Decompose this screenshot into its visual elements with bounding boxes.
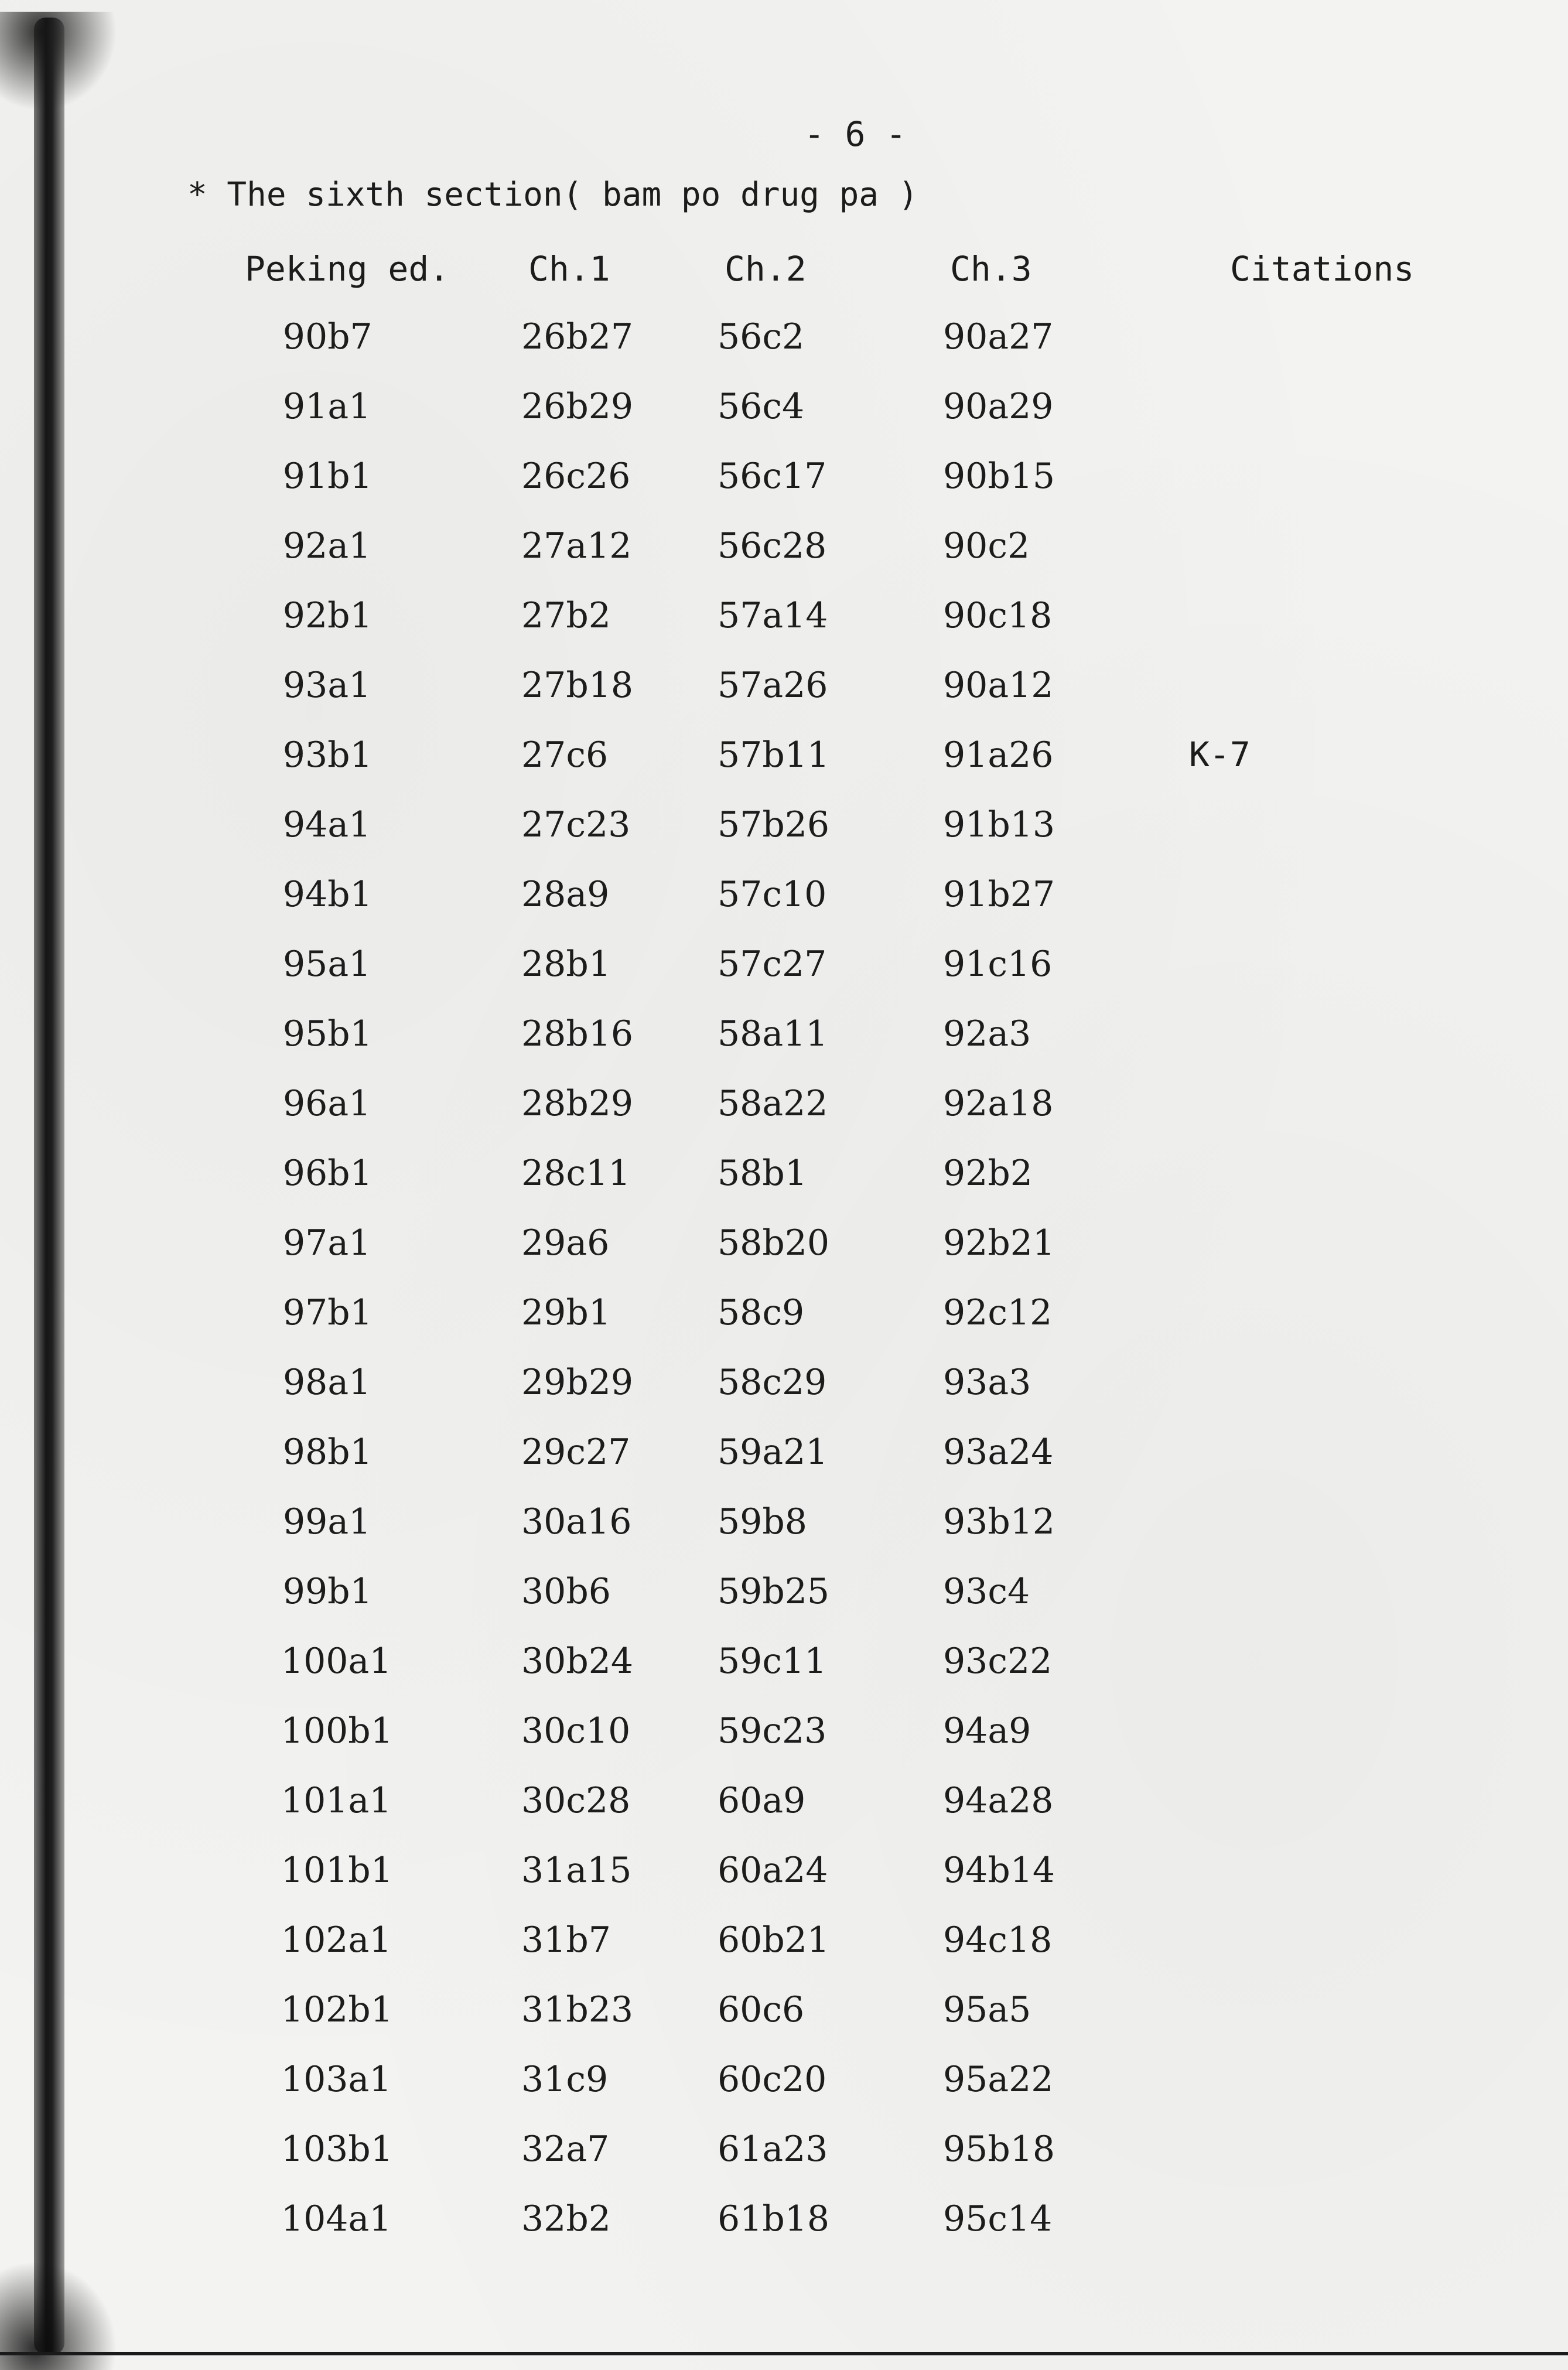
cell-ch2: 57a14: [718, 595, 828, 636]
concordance-table: [0, 316, 1568, 2268]
cell-ch1: 30c10: [521, 1710, 631, 1751]
table-row: [0, 2129, 1568, 2198]
cell-peking-ed: 103a1: [281, 2059, 392, 2100]
table-row: [0, 1501, 1568, 1571]
cell-ch2: 58a22: [718, 1083, 828, 1124]
table-row: [0, 1920, 1568, 1989]
table-row: [0, 1710, 1568, 1780]
table-row: [0, 1083, 1568, 1153]
cell-ch3: 92a3: [943, 1013, 1031, 1054]
cell-peking-ed: 92b1: [282, 595, 373, 636]
table-row: [0, 525, 1568, 595]
cell-peking-ed: 96b1: [282, 1153, 373, 1194]
cell-ch2: 59b8: [718, 1501, 807, 1542]
cell-peking-ed: 94a1: [282, 804, 371, 845]
cell-ch1: 30a16: [521, 1501, 632, 1542]
cell-peking-ed: 97a1: [282, 1222, 371, 1263]
cell-ch2: 59c23: [718, 1710, 827, 1751]
cell-ch2: 57b11: [718, 735, 830, 776]
table-row: [0, 1362, 1568, 1432]
table-row: [0, 1222, 1568, 1292]
table-row: [0, 944, 1568, 1013]
cell-ch2: 57a26: [718, 665, 828, 706]
cell-ch3: 94c18: [943, 1920, 1053, 1961]
cell-ch3: 95a22: [943, 2059, 1054, 2100]
cell-ch1: 27b18: [521, 665, 634, 706]
cell-ch3: 94a9: [943, 1710, 1031, 1751]
cell-peking-ed: 95b1: [282, 1013, 373, 1054]
table-row: [0, 804, 1568, 874]
table-row: [0, 1292, 1568, 1362]
cell-ch3: 90c2: [943, 525, 1030, 566]
page-number: - 6 -: [804, 114, 907, 154]
cell-ch2: 57b26: [718, 804, 830, 845]
table-row: [0, 1989, 1568, 2059]
cell-ch1: 31b23: [521, 1989, 634, 2030]
cell-ch1: 30b6: [521, 1571, 611, 1612]
cell-ch1: 26c26: [521, 456, 631, 497]
cell-peking-ed: 96a1: [282, 1083, 371, 1124]
cell-ch3: 90a27: [943, 316, 1054, 357]
cell-ch2: 58c29: [718, 1362, 827, 1403]
cell-peking-ed: 95a1: [282, 944, 371, 985]
table-row: [0, 735, 1568, 804]
table-row: [0, 2198, 1568, 2268]
cell-ch2: 57c27: [718, 944, 827, 985]
table-row: [0, 874, 1568, 944]
cell-ch2: 60b21: [718, 1920, 830, 1961]
cell-ch2: 56c28: [718, 525, 827, 566]
cell-ch3: 91c16: [943, 944, 1053, 985]
table-row: [0, 386, 1568, 456]
column-header-ch2: Ch.2: [725, 249, 807, 289]
cell-ch3: 94b14: [943, 1850, 1055, 1891]
cell-ch1: 26b27: [521, 316, 634, 357]
cell-peking-ed: 103b1: [281, 2129, 393, 2170]
table-row: [0, 456, 1568, 525]
cell-ch3: 93c4: [943, 1571, 1030, 1612]
cell-ch1: 29b1: [521, 1292, 611, 1333]
column-header-citations: Citations: [1230, 249, 1415, 289]
cell-ch3: 90c18: [943, 595, 1053, 636]
bottom-edge-rule: [0, 2352, 1568, 2355]
table-row: [0, 1780, 1568, 1850]
cell-ch2: 60a9: [718, 1780, 806, 1821]
table-row: [0, 1432, 1568, 1501]
cell-peking-ed: 98a1: [282, 1362, 371, 1403]
cell-ch3: 92a18: [943, 1083, 1054, 1124]
cell-peking-ed: 101b1: [281, 1850, 393, 1891]
cell-ch1: 27c6: [521, 735, 609, 776]
cell-ch3: 90a29: [943, 386, 1054, 427]
cell-ch3: 95a5: [943, 1989, 1031, 2030]
cell-ch1: 29b29: [521, 1362, 634, 1403]
column-header-ch3: Ch.3: [950, 249, 1032, 289]
cell-ch3: 93a24: [943, 1432, 1054, 1473]
cell-ch1: 29c27: [521, 1432, 631, 1473]
cell-ch1: 28b29: [521, 1083, 634, 1124]
cell-ch1: 32b2: [521, 2198, 611, 2239]
cell-ch3: 90a12: [943, 665, 1054, 706]
column-header-peking: Peking ed.: [245, 249, 450, 289]
section-heading: * The sixth section( bam po drug pa ): [187, 176, 918, 214]
cell-ch1: 30c28: [521, 1780, 631, 1821]
cell-peking-ed: 102b1: [281, 1989, 393, 2030]
cell-ch2: 61b18: [718, 2198, 830, 2239]
table-row: [0, 1850, 1568, 1920]
cell-peking-ed: 98b1: [282, 1432, 373, 1473]
cell-ch1: 27b2: [521, 595, 611, 636]
cell-ch1: 29a6: [521, 1222, 610, 1263]
cell-ch1: 30b24: [521, 1641, 634, 1682]
table-row: [0, 1153, 1568, 1222]
cell-ch2: 59c11: [718, 1641, 827, 1682]
cell-ch3: 91b27: [943, 874, 1055, 915]
cell-peking-ed: 100a1: [281, 1641, 392, 1682]
cell-ch3: 92b21: [943, 1222, 1055, 1263]
cell-ch3: 92c12: [943, 1292, 1053, 1333]
cell-ch2: 56c4: [718, 386, 805, 427]
cell-ch2: 58c9: [718, 1292, 805, 1333]
cell-ch1: 28a9: [521, 874, 610, 915]
cell-peking-ed: 104a1: [281, 2198, 392, 2239]
cell-peking-ed: 90b7: [282, 316, 373, 357]
table-row: [0, 1013, 1568, 1083]
cell-ch3: 93c22: [943, 1641, 1053, 1682]
cell-ch3: 95c14: [943, 2198, 1053, 2239]
cell-peking-ed: 99a1: [282, 1501, 371, 1542]
table-row: [0, 665, 1568, 735]
cell-ch2: 60c6: [718, 1989, 805, 2030]
cell-ch3: 94a28: [943, 1780, 1054, 1821]
cell-peking-ed: 100b1: [281, 1710, 393, 1751]
column-header-ch1: Ch.1: [528, 249, 610, 289]
cell-peking-ed: 99b1: [282, 1571, 373, 1612]
cell-peking-ed: 101a1: [281, 1780, 392, 1821]
cell-ch1: 32a7: [521, 2129, 610, 2170]
table-row: [0, 1641, 1568, 1710]
cell-ch1: 27a12: [521, 525, 632, 566]
cell-ch2: 59a21: [718, 1432, 828, 1473]
cell-ch2: 60a24: [718, 1850, 828, 1891]
cell-ch3: 92b2: [943, 1153, 1033, 1194]
cell-peking-ed: 91a1: [282, 386, 371, 427]
cell-ch1: 27c23: [521, 804, 631, 845]
cell-peking-ed: 93b1: [282, 735, 373, 776]
cell-ch2: 56c2: [718, 316, 805, 357]
cell-ch1: 28c11: [521, 1153, 631, 1194]
table-row: [0, 595, 1568, 665]
cell-ch2: 56c17: [718, 456, 827, 497]
cell-citation: K-7: [1189, 735, 1251, 774]
cell-ch1: 31b7: [521, 1920, 611, 1961]
table-row: [0, 2059, 1568, 2129]
cell-peking-ed: 94b1: [282, 874, 373, 915]
cell-ch2: 58b20: [718, 1222, 830, 1263]
cell-ch2: 57c10: [718, 874, 827, 915]
cell-peking-ed: 97b1: [282, 1292, 373, 1333]
table-row: [0, 316, 1568, 386]
cell-ch3: 93b12: [943, 1501, 1055, 1542]
cell-peking-ed: 93a1: [282, 665, 371, 706]
cell-ch1: 31c9: [521, 2059, 609, 2100]
table-row: [0, 1571, 1568, 1641]
cell-ch2: 59b25: [718, 1571, 830, 1612]
cell-peking-ed: 92a1: [282, 525, 371, 566]
cell-ch3: 93a3: [943, 1362, 1031, 1403]
cell-ch1: 28b1: [521, 944, 611, 985]
cell-peking-ed: 91b1: [282, 456, 373, 497]
cell-ch1: 31a15: [521, 1850, 632, 1891]
cell-ch2: 61a23: [718, 2129, 828, 2170]
cell-ch2: 58a11: [718, 1013, 828, 1054]
cell-ch2: 60c20: [718, 2059, 827, 2100]
cell-ch3: 90b15: [943, 456, 1055, 497]
cell-ch3: 91a26: [943, 735, 1054, 776]
cell-ch3: 95b18: [943, 2129, 1055, 2170]
cell-ch3: 91b13: [943, 804, 1055, 845]
cell-peking-ed: 102a1: [281, 1920, 392, 1961]
cell-ch1: 28b16: [521, 1013, 634, 1054]
cell-ch1: 26b29: [521, 386, 634, 427]
cell-ch2: 58b1: [718, 1153, 807, 1194]
